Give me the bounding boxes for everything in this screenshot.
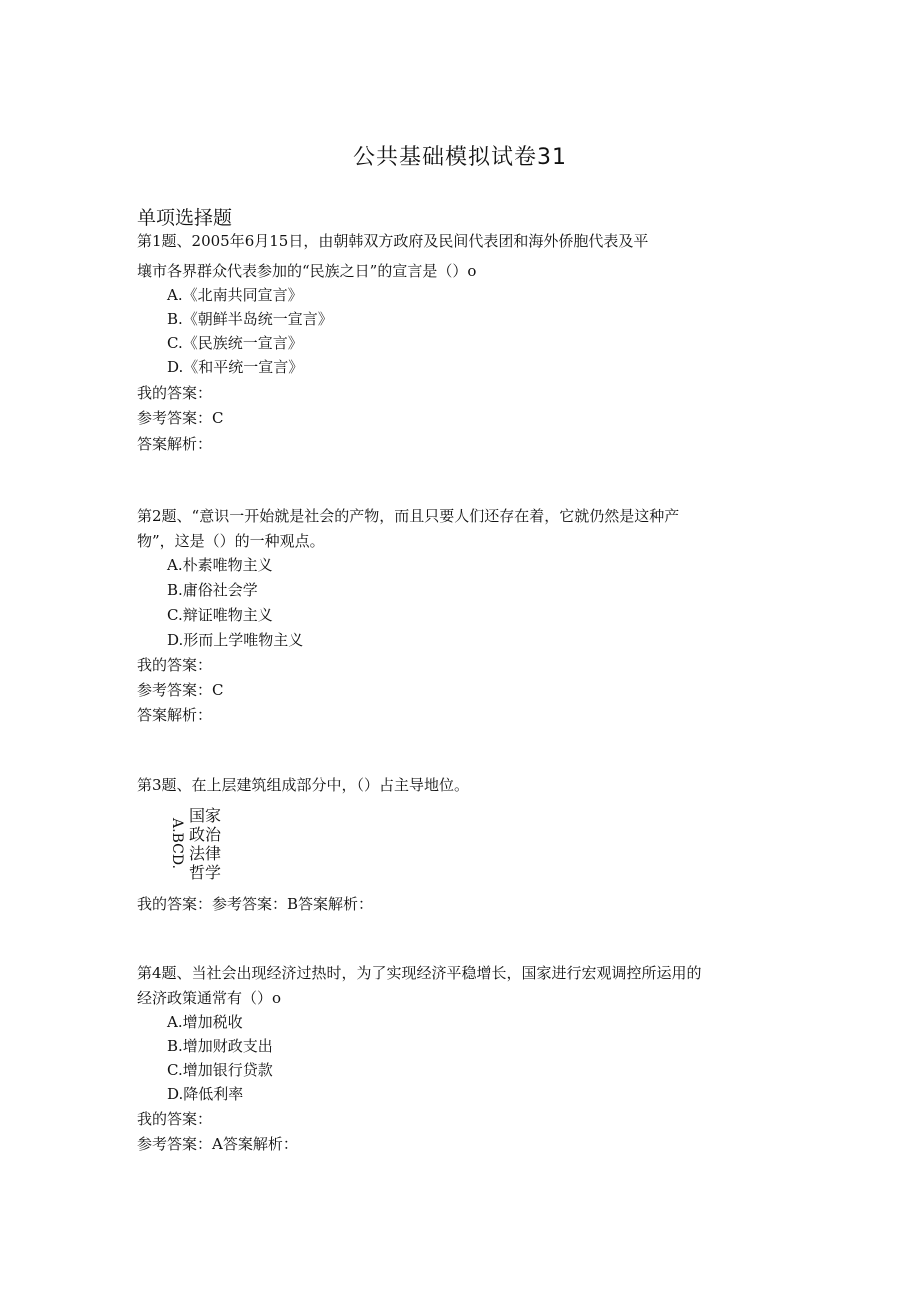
question-1-option-c: C.《民族统一宣言》 <box>167 334 303 352</box>
question-1-option-d: D.《和平统一宣言》 <box>167 358 304 376</box>
question-4-reference-answer: 参考答案：A答案解析： <box>137 1135 298 1153</box>
question-2-option-c: C.辩证唯物主义 <box>167 606 273 624</box>
question-4-text-line-2: 经济政策通常有（）o <box>137 989 282 1007</box>
question-3-option-a: 国家 <box>189 806 222 825</box>
page-title: 公共基础模拟试卷31 <box>353 145 567 170</box>
question-2-option-b: B.庸俗社会学 <box>167 581 258 599</box>
question-2-text-line-1: 第2题、“意识一开始就是社会的产物，而且只要人们还存在着，它就仍然是这种产 <box>137 507 680 525</box>
section-heading: 单项选择题 <box>137 207 233 229</box>
question-2-option-d: D.形而上学唯物主义 <box>167 631 304 649</box>
question-3-option-c: 法律 <box>189 844 222 863</box>
question-2-analysis: 答案解析： <box>137 706 213 724</box>
question-3-text: 第3题、在上层建筑组成部分中，（）占主导地位。 <box>137 776 470 794</box>
question-4-option-d: D.降低利率 <box>167 1085 244 1103</box>
question-4-text-line-1: 第4题、当社会出现经济过热时，为了实现经济平稳增长，国家进行宏观调控所运用的 <box>137 964 702 982</box>
question-3-answer-line: 我的答案：参考答案：B答案解析： <box>137 895 374 913</box>
question-2-my-answer: 我的答案： <box>137 656 213 674</box>
question-4-option-c: C.增加银行贷款 <box>167 1061 273 1079</box>
question-1-analysis: 答案解析： <box>137 435 213 453</box>
question-4-option-b: B.增加财政支出 <box>167 1037 273 1055</box>
question-1-text-line-2: 壤市各界群众代表参加的“民族之日”的宣言是（）o <box>137 262 477 280</box>
question-1-option-b: B.《朝鲜半岛统一宣言》 <box>167 310 333 328</box>
question-1-reference-answer: 参考答案：C <box>137 409 224 427</box>
question-1-text-line-1: 第1题、2005年6月15日，由朝韩双方政府及民间代表团和海外侨胞代表及平 <box>137 232 649 250</box>
question-3-option-letters: A.BCD. <box>169 818 185 869</box>
question-4-my-answer: 我的答案： <box>137 1110 213 1128</box>
question-2-reference-answer: 参考答案：C <box>137 681 224 699</box>
question-3-option-d: 哲学 <box>189 863 222 882</box>
question-1-option-a: A.《北南共同宣言》 <box>167 286 303 304</box>
question-2-text-line-2: 物”，这是（）的一种观点。 <box>137 532 325 550</box>
question-3-option-b: 政治 <box>189 825 222 844</box>
question-4-option-a: A.增加税收 <box>167 1013 243 1031</box>
question-3-options <box>189 806 249 882</box>
question-2-option-a: A.朴素唯物主义 <box>167 556 273 574</box>
question-1-my-answer: 我的答案： <box>137 384 213 402</box>
